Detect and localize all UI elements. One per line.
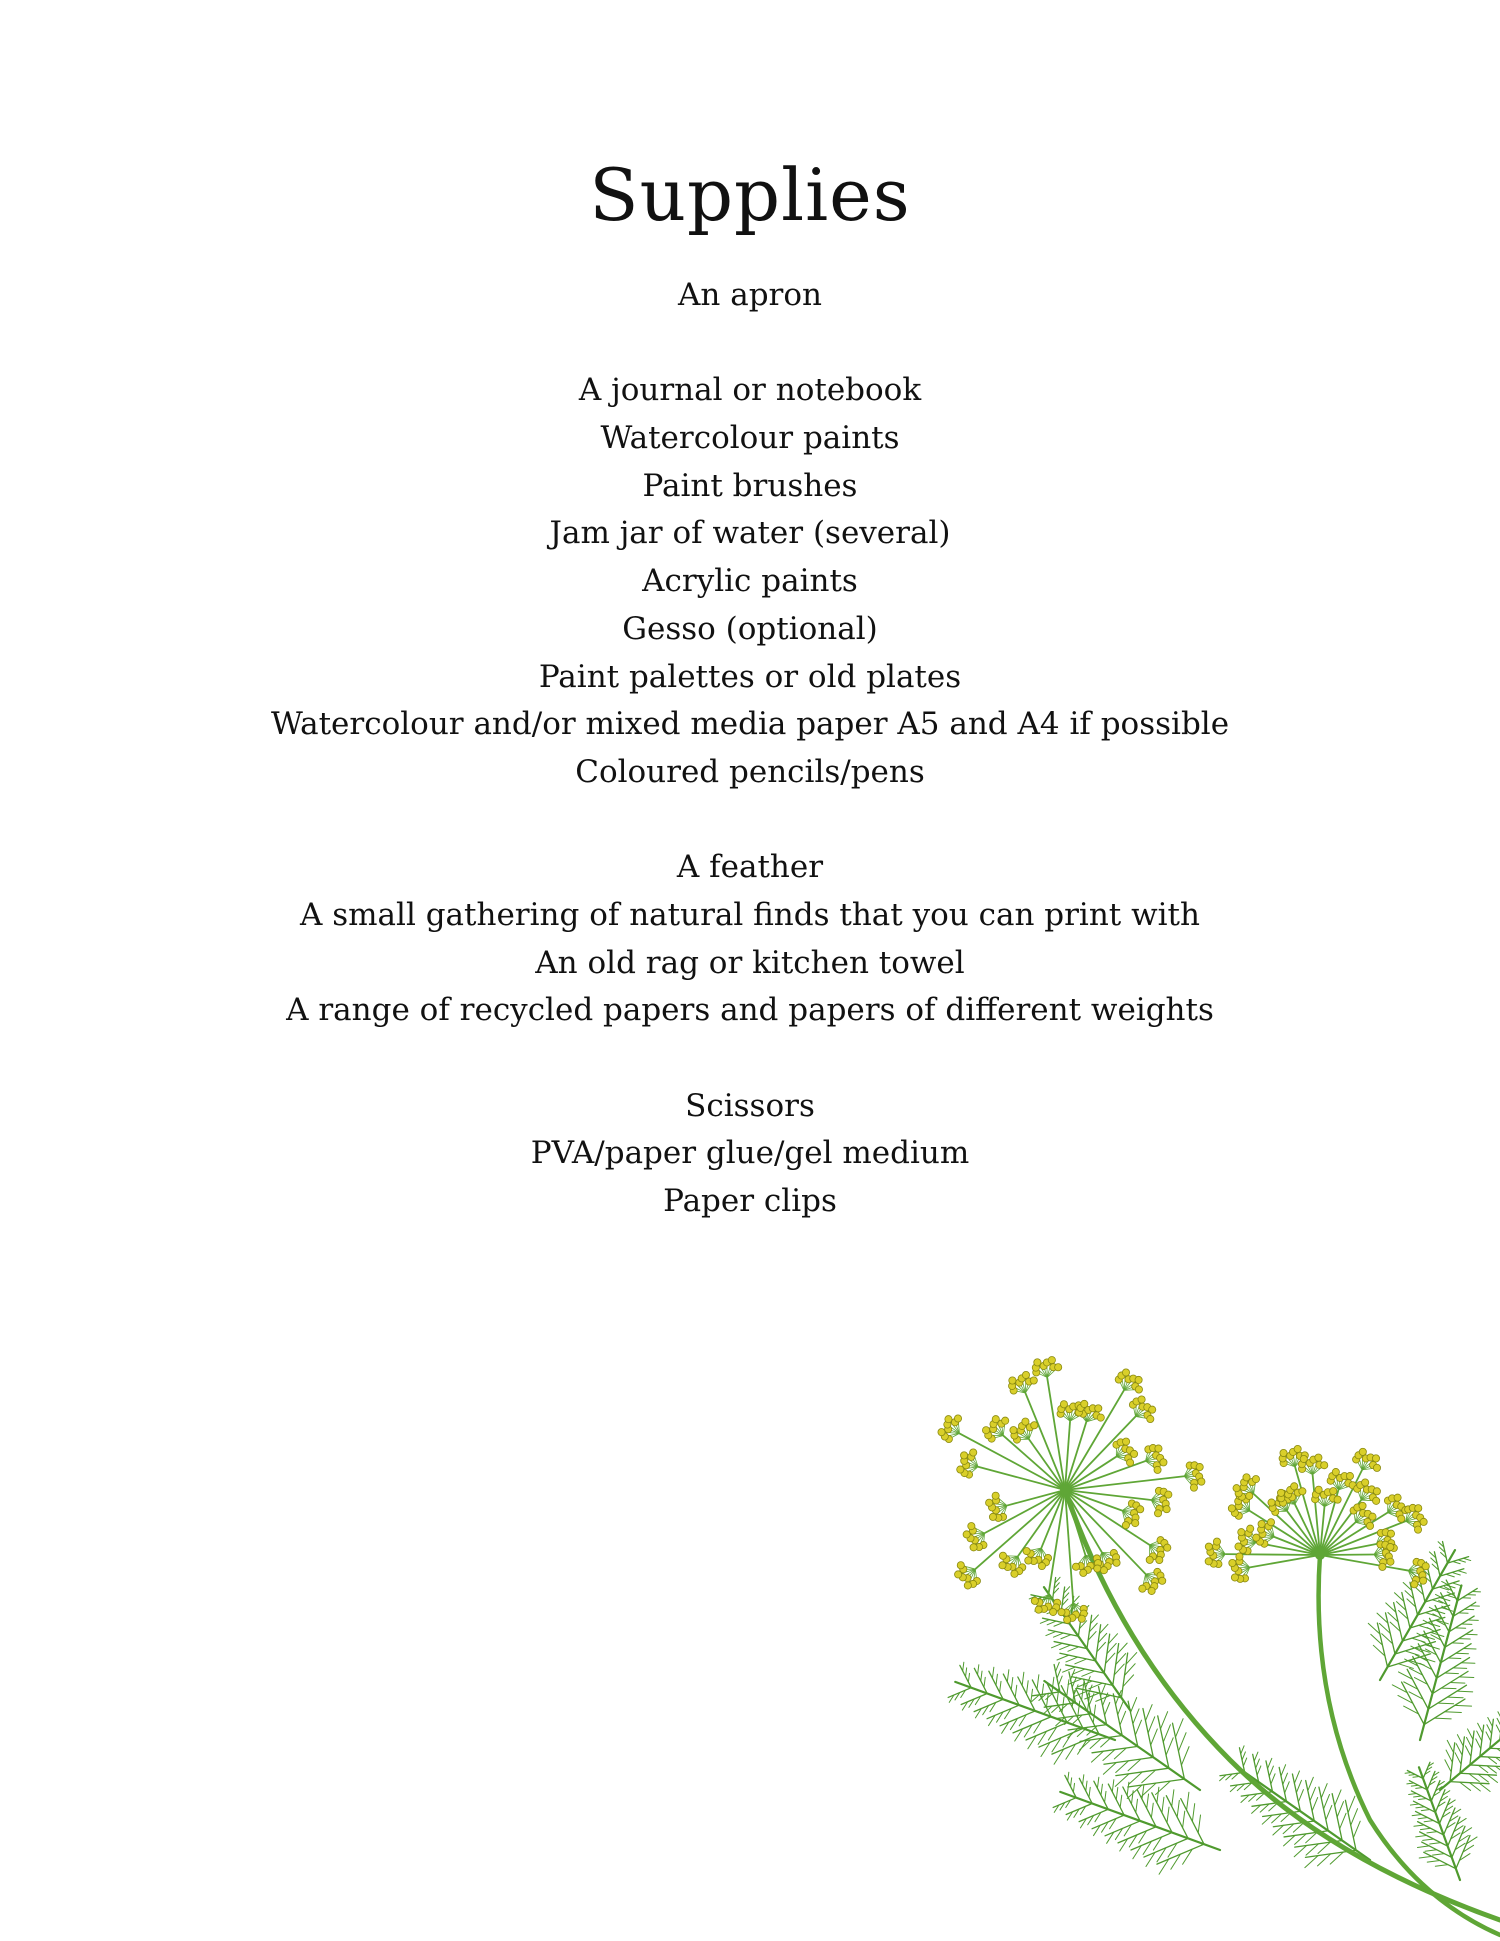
supplies-list — [0, 272, 1500, 1226]
list-spacer — [0, 797, 1500, 845]
list-item: Jam jar of water (several) — [549, 515, 951, 552]
list-item: Paper clips — [663, 1183, 837, 1220]
list-item: Acrylic paints — [642, 563, 858, 600]
list-item: A journal or notebook — [578, 372, 922, 409]
list-item: An apron — [678, 277, 822, 313]
list-item: A small gathering of natural finds that you can print with — [300, 896, 1200, 933]
page-title: Supplies — [589, 153, 911, 237]
list-spacer — [0, 1035, 1500, 1083]
list-item: Paint brushes — [642, 467, 858, 504]
list-item: Scissors — [685, 1087, 815, 1124]
dill-leaves — [948, 1542, 1500, 1880]
list-item: Gesso (optional) — [622, 610, 878, 647]
list-item: An old rag or kitchen towel — [535, 944, 965, 981]
list-item: Watercolour and/or mixed media paper A5 and A4 if possible — [270, 706, 1230, 743]
list-item: Watercolour paints — [600, 420, 900, 457]
list-item: A feather — [676, 849, 824, 886]
list-item: A range of recycled papers and papers of different weights — [286, 992, 1214, 1029]
list-item: PVA/paper glue/gel medium — [530, 1135, 970, 1172]
dill-flower-illustration — [900, 1320, 1500, 1941]
list-spacer — [0, 320, 1500, 368]
list-item: Coloured pencils/pens — [575, 753, 925, 790]
list-item: Paint palettes or old plates — [538, 658, 962, 695]
dill-umbels — [938, 1356, 1429, 1623]
